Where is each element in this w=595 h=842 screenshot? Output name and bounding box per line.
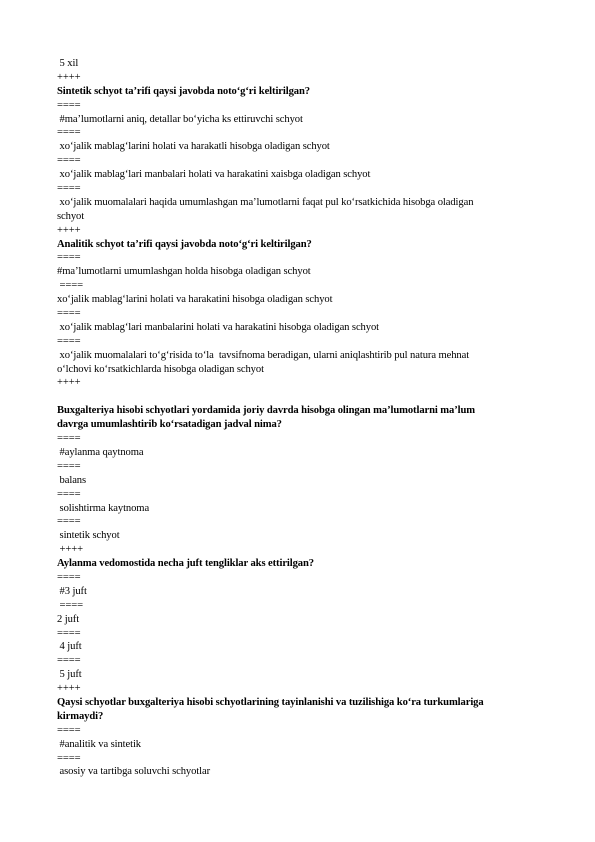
text-line: 5 xil xyxy=(57,58,79,69)
text-line: ==== xyxy=(57,252,81,264)
text-line: ==== xyxy=(57,127,81,139)
text-line: #analitik va sintetik xyxy=(57,738,142,750)
text-line: xo‘jalik mablag‘larini holati va harakatli hisobga oladigan schyot xyxy=(57,141,330,153)
text-line: 2 juft xyxy=(57,613,80,625)
text-line: ==== xyxy=(57,571,81,583)
text-line: asosiy va tartibga soluvchi schyotlar xyxy=(57,766,211,778)
document-body xyxy=(57,57,557,779)
text-line: xo‘jalik mablag‘lari manbalari holati va harakatini xaisbga oladigan schyot xyxy=(57,169,371,181)
text-line: ==== xyxy=(57,627,81,639)
text-line: #aylanma qaytnoma xyxy=(57,446,144,458)
text-line: xo‘jalik muomalalari haqida umumlashgan ma’lumotlarni faqat pul ko‘rsatkichida hisobga oladigan xyxy=(57,196,474,208)
text-line: #ma’lumotlarni aniq, detallar bo‘yicha ks ettiruvchi schyot xyxy=(57,113,303,125)
question-line: Buxgalteriya hisobi schyotlari yordamida joriy davrda hisobga olingan ma’lumotlarni ma’lum xyxy=(57,405,476,417)
text-line: ==== xyxy=(57,516,81,528)
text-line: ++++ xyxy=(57,544,84,556)
text-line: xo‘jalik mablag‘larini holati va harakatini hisobga oladigan schyot xyxy=(57,294,333,306)
text-line: xo‘jalik mablag‘lari manbalarini holati va harakatini hisobga oladigan schyot xyxy=(57,321,379,333)
question-line: Aylanma vedomostida necha juft tengliklar aks ettirilgan? xyxy=(57,558,314,570)
text-line: schyot xyxy=(57,210,85,222)
text-line: 5 juft xyxy=(57,669,82,681)
text-line: o‘lchovi ko‘rsatkichlarda hisobga oladigan schyot xyxy=(57,363,264,375)
text-line: #ma’lumotlarni umumlashgan holda hisobga oladigan schyot xyxy=(57,266,311,278)
text-line: ==== xyxy=(57,752,81,764)
text-line: ==== xyxy=(57,308,81,320)
text-line: ++++ xyxy=(57,377,81,389)
text-line: ==== xyxy=(57,655,81,667)
text-line: ==== xyxy=(57,599,84,611)
text-line: solishtirma kaytnoma xyxy=(57,502,150,514)
text-line: ==== xyxy=(57,460,81,472)
text-line: ==== xyxy=(57,99,81,111)
question-line: Qaysi schyotlar buxgalteriya hisobi schyotlarining tayinlanishi va tuzilishiga ko‘ra turkumlariga xyxy=(57,696,484,708)
text-line: ++++ xyxy=(57,71,81,83)
text-line: ==== xyxy=(57,724,81,736)
question-line: Analitik schyot ta’rifi qaysi javobda noto‘g‘ri keltirilgan? xyxy=(57,238,312,250)
text-line: ==== xyxy=(57,155,81,167)
question-line: kirmaydi? xyxy=(57,710,104,722)
text-line: ==== xyxy=(57,488,81,500)
text-line: balans xyxy=(57,474,87,486)
text-line: ==== xyxy=(57,433,81,445)
text-line: xo‘jalik muomalalari to‘g‘risida to‘la tavsifnoma beradigan, ularni aniqlashtirib pul natura mehnat xyxy=(57,349,470,361)
text-line: ==== xyxy=(57,335,81,347)
text-line xyxy=(57,390,557,404)
text-line: sintetik schyot xyxy=(57,530,120,542)
question-line: Sintetik schyot ta’rifi qaysi javobda noto‘g‘ri keltirilgan? xyxy=(57,85,310,97)
text-line: ++++ xyxy=(57,683,81,695)
text-line: #3 juft xyxy=(57,585,87,597)
text-line: ++++ xyxy=(57,224,81,236)
text-line: ==== xyxy=(57,183,81,195)
question-line: davrga umumlashtirib ko‘rsatadigan jadval nima? xyxy=(57,419,282,431)
text-line: 4 juft xyxy=(57,641,82,653)
text-line: ==== xyxy=(57,280,84,292)
